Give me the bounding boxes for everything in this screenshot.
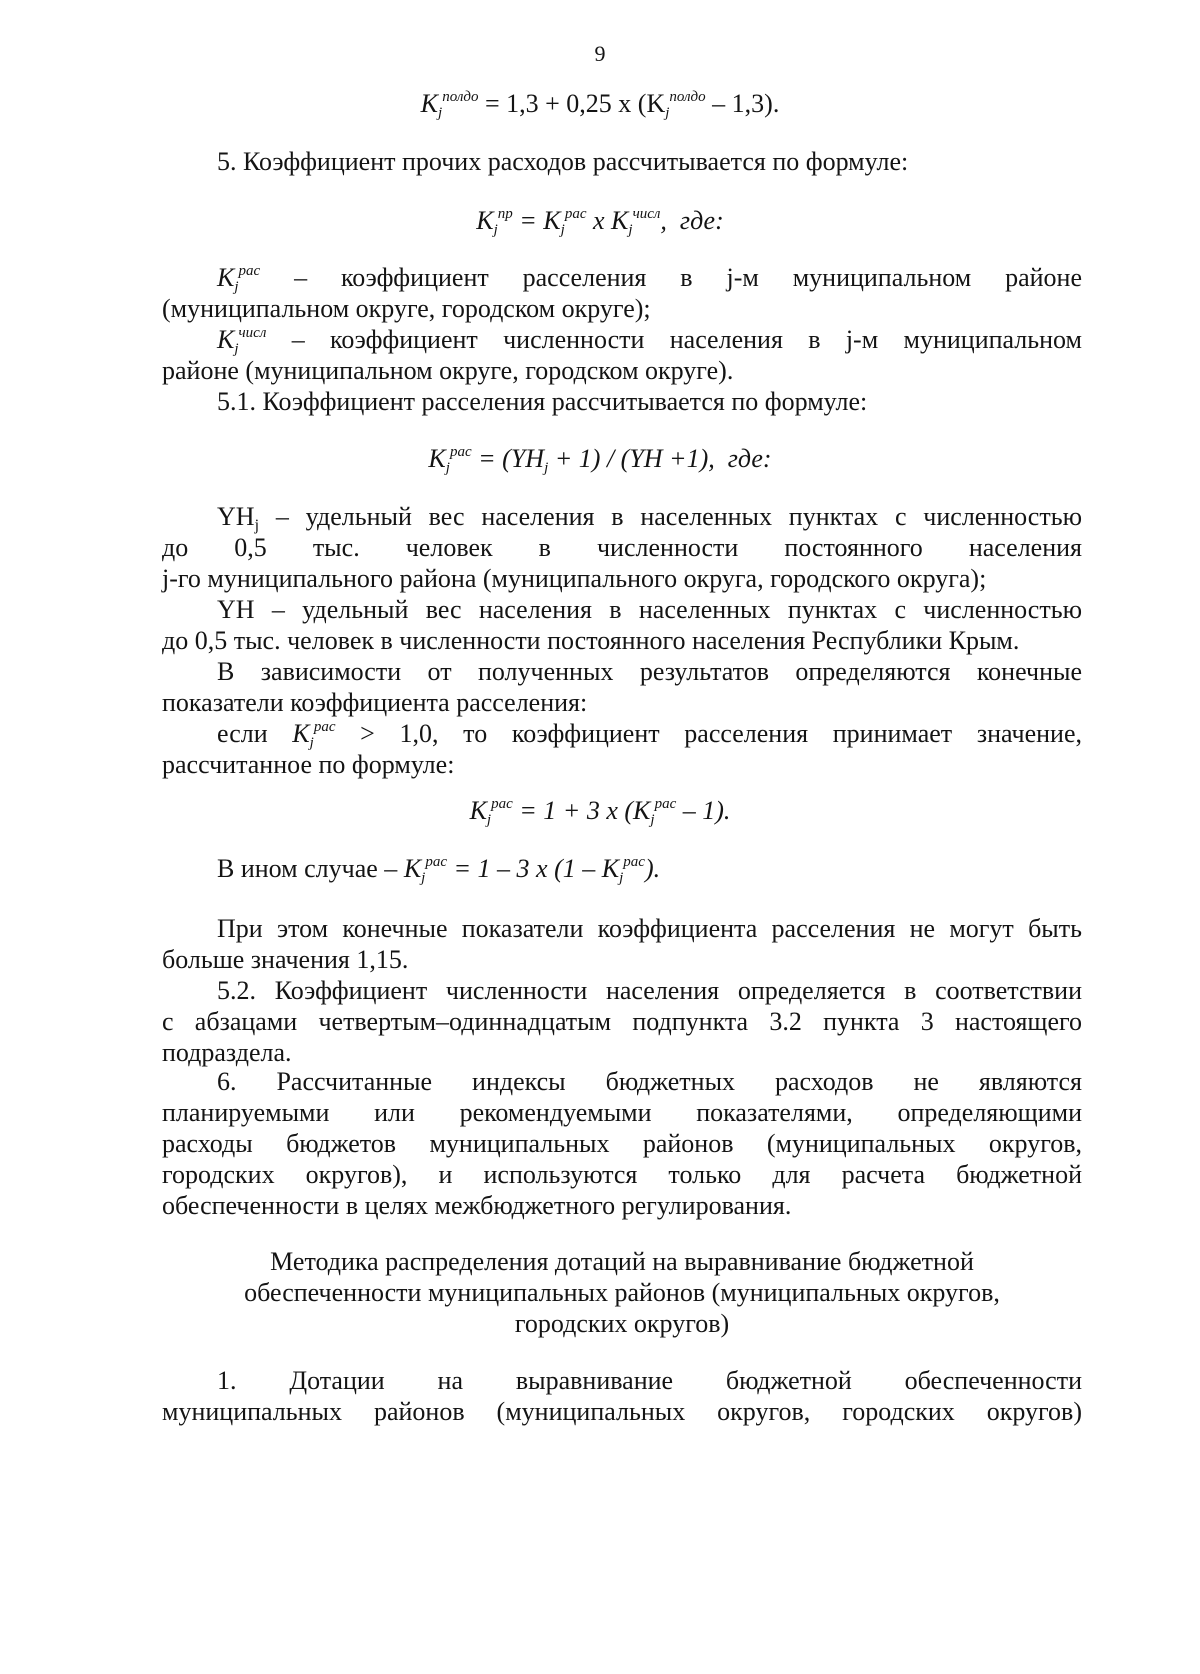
paragraph-if: если $K_j^{рас} > 1,0$, то коэффициент расселения принимает значение, рассчитанное по формуле: xyxy=(162,719,1082,779)
formula-k-ras: $K_j^{рас} = (YH_j + 1) / (YH +1)$, где: xyxy=(428,444,772,476)
definition-yh: YH – удельный вес населения в населенных пунктах с численностью до 0,5 тыс. человек в численности постоянного населения Республики Крым. xyxy=(162,595,1082,655)
definition-yhj: YHj – удельный вес населения в населенных пунктах с численностью до 0,5 тыс. человек в численности постоянного населения j-го муниципального района (муниципального округа, городского округа); xyxy=(162,502,1082,593)
paragraph-5-2: 5.2. Коэффициент численности населения определяется в соответствии с абзацами четвертым–одиннадцатым подпункта 3.2 пункта 3 настоящего подраздела. xyxy=(162,976,1082,1067)
paragraph-dependence: В зависимости от полученных результатов определяются конечные показатели коэффициента расселения: xyxy=(162,657,1082,717)
definition-k-chisl: $K_j^{числ}$ – коэффициент численности населения в j-м муниципальном районе (муниципальном округе, городском округе). xyxy=(162,325,1082,385)
paragraph-5: 5. Коэффициент прочих расходов рассчитывается по формуле: xyxy=(217,147,909,176)
page-number: 9 xyxy=(594,41,606,66)
paragraph-1: 1. Дотации на выравнивание бюджетной обеспеченности муниципальных районов (муниципальных округов, городских округов) xyxy=(162,1366,1082,1426)
definition-k-ras: $K_j^{рас}$ – коэффициент расселения в j-м муниципальном районе (муниципальном округе, городском округе); xyxy=(162,263,1082,323)
section-heading: Методика распределения дотаций на выравнивание бюджетной обеспеченности муниципальных районов (муниципальных округов, городских округов) xyxy=(244,1247,1000,1338)
paragraph-limit: При этом конечные показатели коэффициента расселения не могут быть больше значения 1,15. xyxy=(162,914,1082,974)
paragraph-5-1: 5.1. Коэффициент расселения рассчитывается по формуле: xyxy=(217,387,868,416)
formula-k-ras-greater: $K_j^{рас} = 1 + 3$ х $(K_j^{рас} - 1)$. xyxy=(469,796,731,828)
formula-poldo: $K_j^{полдо} = 1,3 + 0,25$ х $(K_j^{полдо} - 1,3)$. xyxy=(420,89,780,121)
formula-k-ras-else: В ином случае – $K_j^{рас} = 1 - 3$ х $(1 - K_j^{рас})$. xyxy=(217,854,661,886)
paragraph-6: 6. Рассчитанные индексы бюджетных расходов не являются планируемыми или рекомендуемыми показателями, определяющими расходы бюджетов муниципальных районов (муниципальных округов, городских округов), и используются только для расчета бюджетной обеспеченности в целях межбюджетного регулирования. xyxy=(162,1067,1082,1220)
formula-k-pr: $K_j^{пр} = K_j^{рас}$ х $K_j^{числ}$, где: xyxy=(476,206,724,238)
